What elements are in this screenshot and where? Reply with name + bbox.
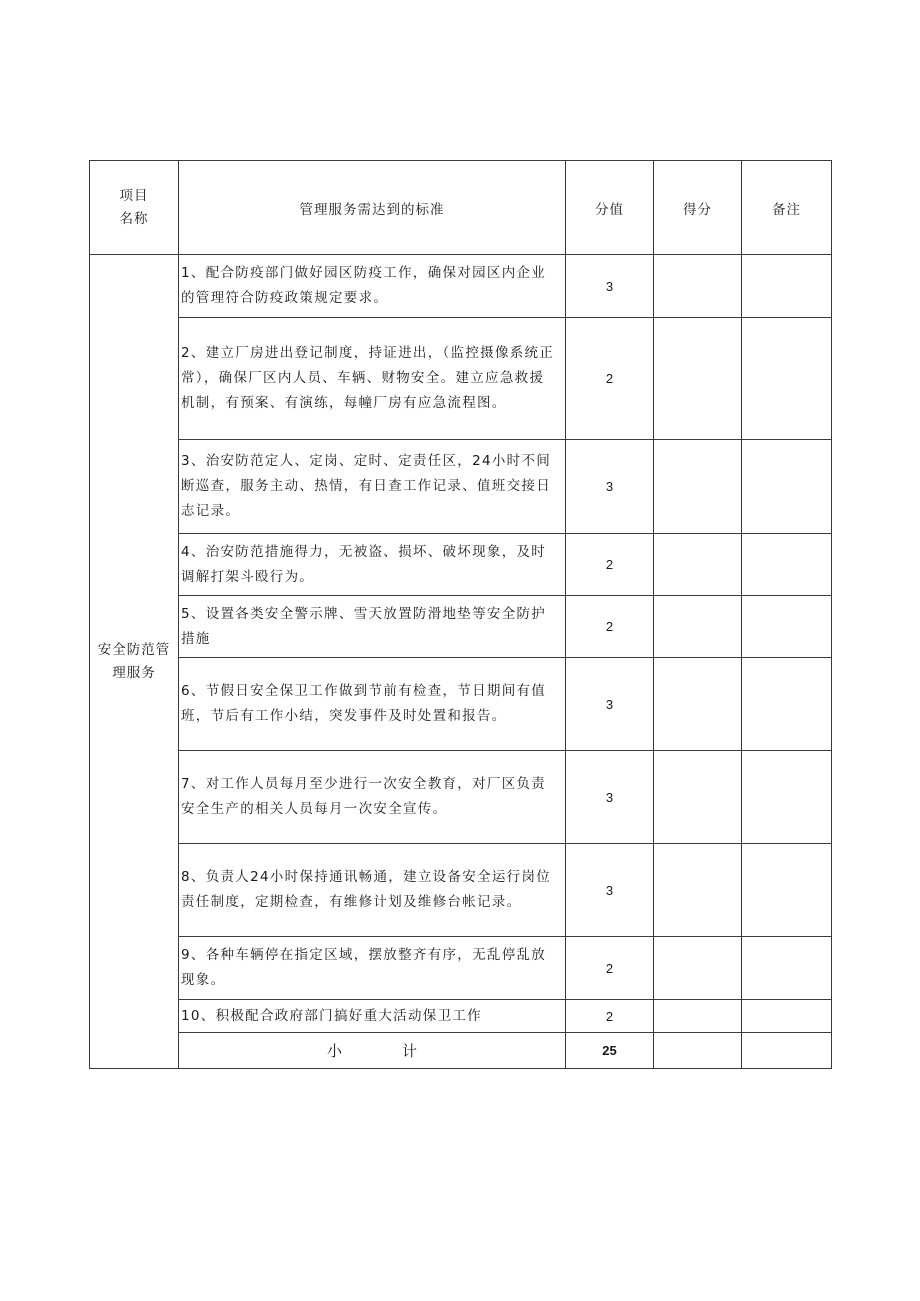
score-cell[interactable] [654,1000,742,1033]
remarks-cell[interactable] [742,596,832,658]
remarks-cell[interactable] [742,318,832,440]
standard-text: 1、配合防疫部门做好园区防疫工作，确保对园区内企业的管理符合防疫政策规定要求。 [179,255,566,318]
header-item-line2: 名称 [119,210,149,227]
header-remarks: 备注 [742,161,832,255]
remarks-cell[interactable] [742,440,832,534]
header-item-name [90,161,179,255]
table-row [90,937,832,1000]
table-row [90,318,832,440]
score-cell[interactable] [654,318,742,440]
score-cell[interactable] [654,255,742,318]
header-standard: 管理服务需达到的标准 [179,161,566,255]
subtotal-points: 25 [566,1033,654,1069]
points-value: 3 [566,751,654,844]
table-row [90,534,832,596]
score-cell[interactable] [654,658,742,751]
header-item-line1: 项目 [119,187,149,204]
category-line1: 安全防范管 [97,641,171,658]
remarks-cell[interactable] [742,844,832,937]
points-value: 2 [566,318,654,440]
points-value: 3 [566,844,654,937]
standard-text: 3、治安防范定人、定岗、定时、定责任区，24小时不间断巡查，服务主动、热情，有日查工作记录、值班交接日志记录。 [179,440,566,534]
points-value: 2 [566,1000,654,1033]
remarks-cell[interactable] [742,1033,832,1069]
table-row [90,844,832,937]
score-cell[interactable] [654,844,742,937]
points-value: 2 [566,937,654,1000]
score-cell[interactable] [654,596,742,658]
score-cell[interactable] [654,937,742,1000]
remarks-cell[interactable] [742,751,832,844]
header-points: 分值 [566,161,654,255]
subtotal-label: 小计 [179,1033,566,1069]
table-row [90,751,832,844]
score-cell[interactable] [654,751,742,844]
remarks-cell[interactable] [742,1000,832,1033]
table-row [90,596,832,658]
standard-text: 10、积极配合政府部门搞好重大活动保卫工作 [179,1000,566,1033]
remarks-cell[interactable] [742,255,832,318]
points-value: 3 [566,255,654,318]
standard-text: 5、设置各类安全警示牌、雪天放置防滑地垫等安全防护措施 [179,596,566,658]
subtotal-row [90,1033,832,1069]
category-cell [90,255,179,1069]
score-cell[interactable] [654,534,742,596]
standard-text: 9、各种车辆停在指定区域，摆放整齐有序，无乱停乱放现象。 [179,937,566,1000]
standard-text: 7、对工作人员每月至少进行一次安全教育，对厂区负责安全生产的相关人员每月一次安全宣传。 [179,751,566,844]
remarks-cell[interactable] [742,658,832,751]
scoring-table [89,160,832,1069]
standard-text: 6、节假日安全保卫工作做到节前有检查，节日期间有值班，节后有工作小结，突发事件及时处置和报告。 [179,658,566,751]
standard-text: 2、建立厂房进出登记制度，持证进出，（监控摄像系统正常），确保厂区内人员、车辆、财物安全。建立应急救援机制，有预案、有演练，每幢厂房有应急流程图。 [179,318,566,440]
score-cell[interactable] [654,1033,742,1069]
header-row [90,161,832,255]
table-row [90,255,832,318]
table-row [90,1000,832,1033]
header-score: 得分 [654,161,742,255]
points-value: 3 [566,658,654,751]
remarks-cell[interactable] [742,534,832,596]
points-value: 3 [566,440,654,534]
remarks-cell[interactable] [742,937,832,1000]
score-cell[interactable] [654,440,742,534]
standard-text: 4、治安防范措施得力，无被盗、损坏、破坏现象，及时调解打架斗殴行为。 [179,534,566,596]
category-line2: 理服务 [112,664,156,681]
standard-text: 8、负责人24小时保持通讯畅通，建立设备安全运行岗位责任制度，定期检查，有维修计划及维修台帐记录。 [179,844,566,937]
table-row [90,440,832,534]
table-row [90,658,832,751]
points-value: 2 [566,534,654,596]
points-value: 2 [566,596,654,658]
